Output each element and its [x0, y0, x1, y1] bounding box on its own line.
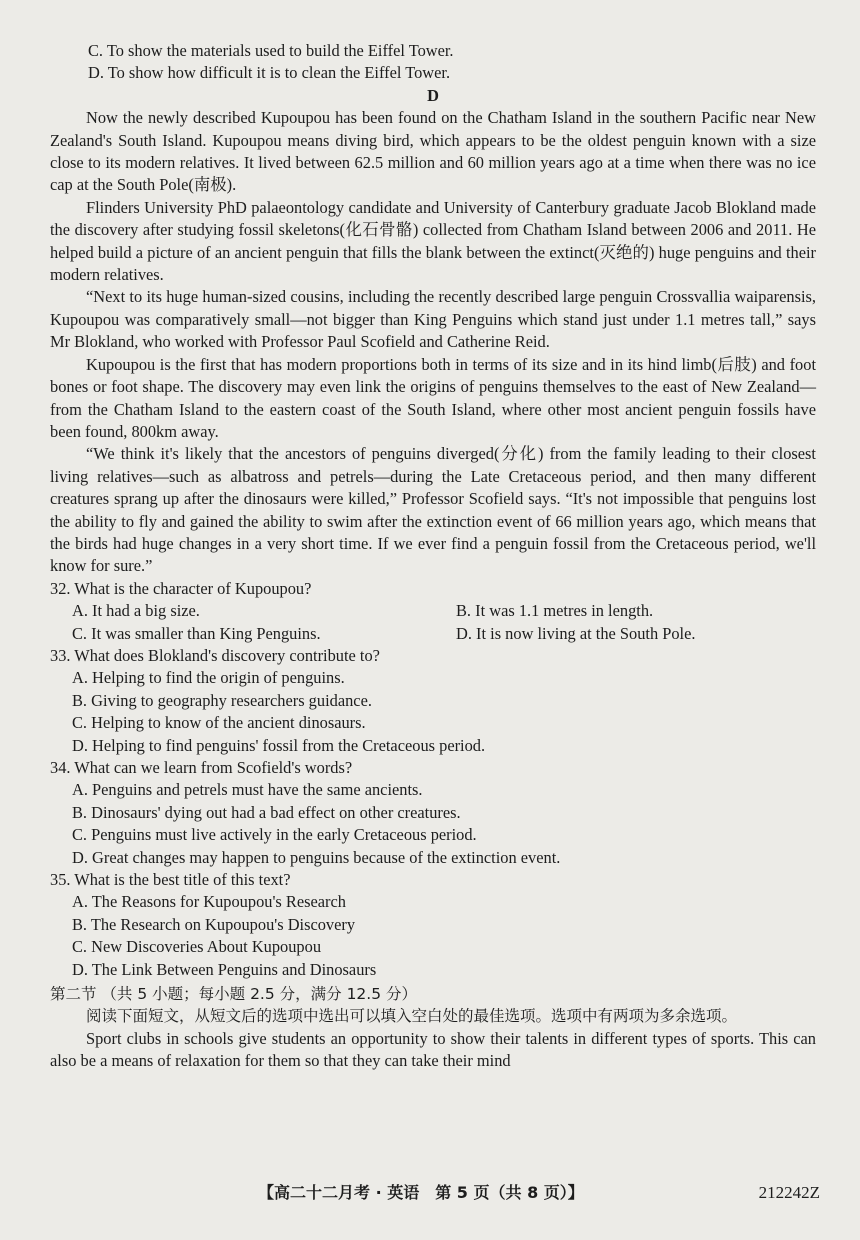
option-b: B. Dinosaurs' dying out had a bad effect on other creatures.: [72, 802, 461, 822]
question-33: [50, 645, 816, 757]
passage-paragraph-4: Kupoupou is the first that has modern proportions both in terms of its size and in its hind limb(后肢) and foot bones or foot shape. The discovery may even link the origins of penguins themselves to the east of New Zealand—from the Chatham Island to the eastern coast of the South Island, where other most ancient penguin fossils have been found, 800km away.: [50, 354, 816, 441]
question-stem: 34. What can we learn from Scofield's words?: [50, 758, 353, 777]
question-35: [50, 869, 816, 981]
passage-paragraph-5: “We think it's likely that the ancestors of penguins diverged(分化) from the family leading to their closest living relatives—such as albatross and petrels—during the Late Cretaceous period, and then many different creatures sprang up after the dinosaurs were killed,” Professor Scofield says. “It's not impossible that penguins lost the ability to fly and gained the ability to swim after the extinction event of 66 million years ago, which means that the birds had huge changes in a very short time. If we ever find a penguin fossil from the Cretaceous period, we'll know for sure.”: [50, 444, 816, 576]
section-2-paragraph: Sport clubs in schools give students an opportunity to show their talents in different types of sports. This can also be a means of relaxation for them so that they can take their mind: [50, 1029, 816, 1071]
option-c: C. It was smaller than King Penguins.: [72, 623, 321, 643]
passage-paragraph-3: “Next to its huge human-sized cousins, including the recently described large penguin Crossvallia waiparensis, Kupoupou was comparatively small—not bigger than King Penguins which stand just under 1.1 metres tall,” says Mr Blokland, who worked with Professor Paul Scofield and Catherine Reid.: [50, 287, 816, 352]
passage-paragraph-2: Flinders University PhD palaeontology candidate and University of Canterbury graduate Jacob Blokland made the discovery after studying fossil skeletons(化石骨骼) collected from Chatham Island between 2006 and 2011. He helped build a picture of an ancient penguin that fills the blank between the extinct(灭绝的) huge penguins and their modern relatives.: [50, 197, 816, 285]
option-a: A. Penguins and petrels must have the same ancients.: [72, 780, 423, 800]
option-c: C. New Discoveries About Kupoupou: [72, 937, 322, 957]
section-2-title: 第二节 （共 5 小题；每小题 2.5 分，满分 12.5 分）: [50, 985, 418, 1004]
option-c: C. To show the materials used to build the Eiffel Tower.: [88, 41, 454, 60]
option-b: B. The Research on Kupoupou's Discovery: [72, 914, 356, 934]
passage-label: D: [427, 85, 439, 105]
option-c: C. Penguins must live actively in the early Cretaceous period.: [72, 825, 477, 845]
option-d: D. Great changes may happen to penguins because of the extinction event.: [72, 847, 561, 867]
previous-question-options: [50, 40, 816, 85]
option-c: C. Helping to know of the ancient dinosaurs.: [72, 713, 366, 733]
option-d: D. To show how difficult it is to clean the Eiffel Tower.: [88, 63, 451, 83]
option-a: A. The Reasons for Kupoupou's Research: [72, 892, 346, 912]
question-stem: 33. What does Blokland's discovery contribute to?: [50, 645, 380, 665]
passage-paragraph-1: Now the newly described Kupoupou has been found on the Chatham Island in the southern Pacific near New Zealand's South Island. Kupoupou means diving bird, which appears to be the oldest penguin known with a size close to its modern relatives. It lived between 62.5 million and 60 million years ago at a time when there was no ice cap at the South Pole(南极).: [50, 108, 816, 195]
passage-body: [50, 107, 816, 578]
question-32: [50, 578, 816, 645]
option-d: D. It is now living at the South Pole.: [456, 623, 696, 643]
option-d: D. The Link Between Penguins and Dinosaurs: [72, 959, 377, 979]
section-2-instruction: 阅读下面短文，从短文后的选项中选出可以填入空白处的最佳选项。选项中有两项为多余选项。: [86, 1007, 738, 1026]
option-b: B. Giving to geography researchers guidance.: [72, 690, 372, 710]
option-b: B. It was 1.1 metres in length.: [456, 601, 654, 621]
option-a: A. Helping to find the origin of penguins.: [72, 668, 345, 688]
option-d: D. Helping to find penguins' fossil from the Cretaceous period.: [72, 735, 486, 755]
option-a: A. It had a big size.: [72, 601, 200, 621]
question-34: [50, 757, 816, 869]
exam-code: 212242Z: [758, 1183, 820, 1202]
question-stem: 32. What is the character of Kupoupou?: [50, 578, 312, 598]
question-stem: 35. What is the best title of this text?: [50, 870, 291, 890]
page-number-label: 【高二十二月考 · 英语 第 5 页（共 8 页）】: [258, 1183, 584, 1202]
